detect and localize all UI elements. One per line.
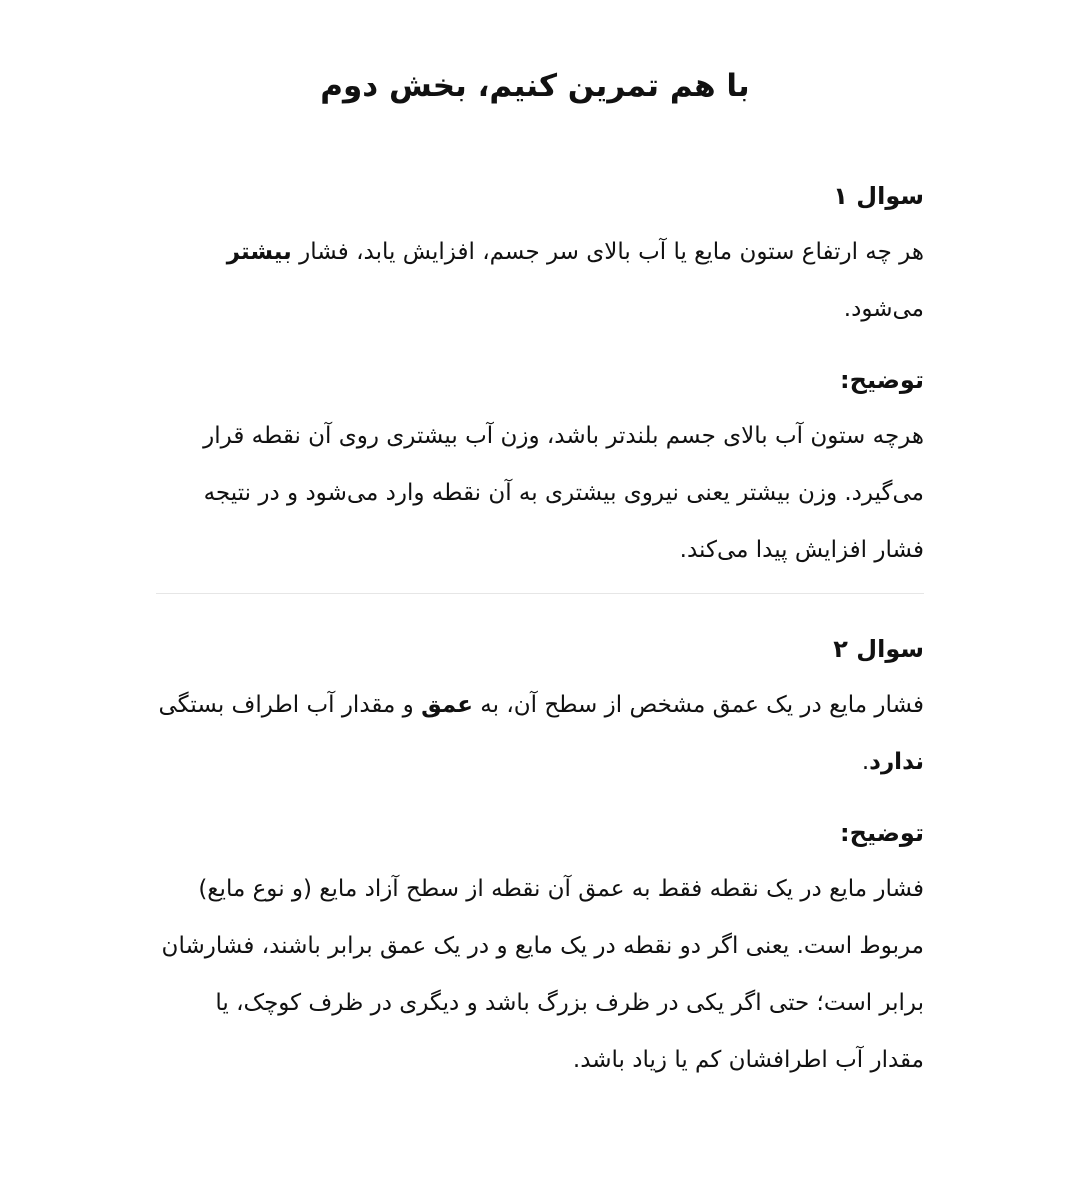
section-divider xyxy=(156,593,924,594)
question-2-statement-emphasis-1: عمق xyxy=(421,692,473,718)
explanation-2-heading: توضیح: xyxy=(840,819,924,847)
question-1-heading: سوال ۱ xyxy=(833,182,924,210)
question-1-statement xyxy=(156,224,924,338)
question-2-statement-end: . xyxy=(861,749,870,775)
question-1-statement-end: می‌شود. xyxy=(843,296,924,322)
page-title: با هم تمرین کنیم، بخش دوم xyxy=(320,68,750,104)
question-1-statement-emphasis: بیشتر xyxy=(226,239,292,265)
question-2-statement xyxy=(156,677,924,791)
question-2-heading: سوال ۲ xyxy=(833,635,924,663)
question-2-statement-emphasis-2: ندارد xyxy=(869,749,924,775)
question-2 xyxy=(156,621,924,1089)
question-2-statement-middle: و مقدار آب اطراف بستگی xyxy=(158,692,422,718)
explanation-2-text: فشار مایع در یک نقطه فقط به عمق آن نقطه از سطح آزاد مایع (و نوع مایع) مربوط است. یعنی اگر دو نقطه در یک مایع و در یک عمق برابر باشند، فشارشان برابر است؛ حتی اگر یکی در ظرف بزرگ باشد و دیگری در ظرف کوچک، یا مقدار آب اطرافشان کم یا زیاد باشد. xyxy=(161,876,924,1073)
explanation-1-heading: توضیح: xyxy=(840,366,924,394)
question-2-statement-text: فشار مایع در یک عمق مشخص از سطح آن، به xyxy=(472,692,924,718)
explanation-1-text: هرچه ستون آب بالای جسم بلندتر باشد، وزن آب بیشتری روی آن نقطه قرار می‌گیرد. وزن بیشتر یعنی نیروی بیشتری به آن نقطه وارد می‌شود و در نتیجه فشار افزایش پیدا می‌کند. xyxy=(203,423,924,563)
question-1-statement-text: هر چه ارتفاع ستون مایع یا آب بالای سر جسم، افزایش یابد، فشار xyxy=(291,239,924,265)
content-area xyxy=(156,168,924,1089)
question-1 xyxy=(156,168,924,579)
